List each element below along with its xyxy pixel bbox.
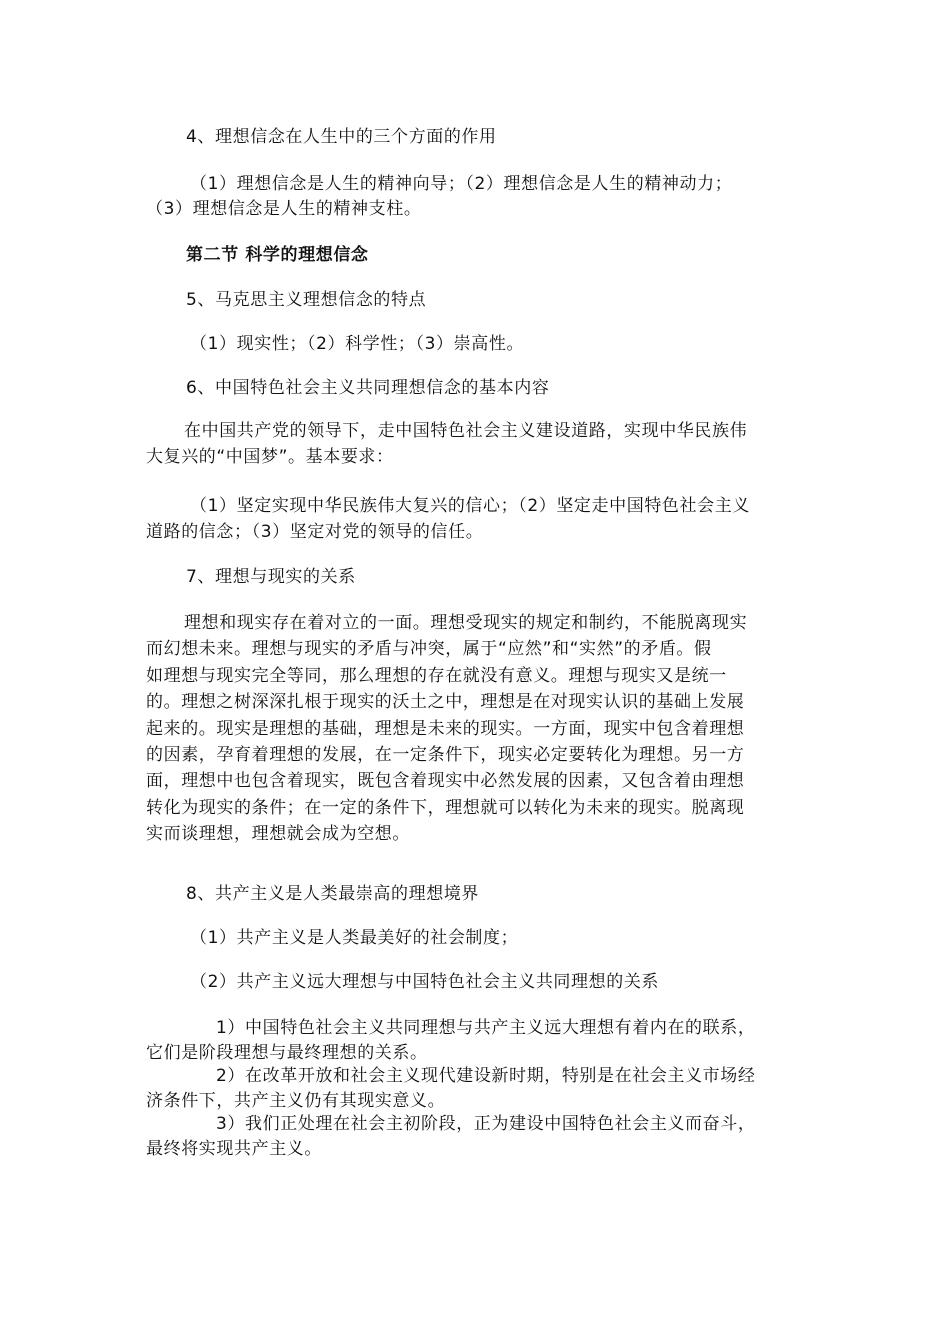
item7-title: 7、理想与现实的关系 bbox=[186, 567, 356, 587]
item6-para1-line: 大复兴的“中国梦”。基本要求： bbox=[146, 447, 394, 468]
item6-para1-line: 在中国共产党的领导下，走中国特色社会主义建设道路，实现中华民族伟 bbox=[184, 421, 748, 441]
item7-body-line: 的。理想之树深深扎根于现实的沃土之中，理想是在对现实认识的基础上发展 bbox=[146, 692, 745, 713]
item8-point-line: 济条件下，共产主义仍有其现实意义。 bbox=[146, 1091, 446, 1111]
item7-body-line: 转化为现实的条件；在一定的条件下，理想就可以转化为未来的现实。脱离现 bbox=[146, 797, 745, 818]
item7-body-line: 而幻想未来。理想与现实的矛盾与冲突，属于“应然”和“实然”的矛盾。假 bbox=[146, 639, 712, 660]
item8-point-line: 3）我们正处理在社会主初阶段，正为建设中国特色社会主义而奋斗， bbox=[216, 1114, 756, 1134]
item8-point-line: 2）在改革开放和社会主义现代建设新时期，特别是在社会主义市场经 bbox=[216, 1066, 756, 1086]
item6-para2-line: 道路的信念；（3）坚定对党的领导的信任。 bbox=[146, 522, 484, 543]
item7-body-line: 实而谈理想，理想就会成为空想。 bbox=[146, 824, 410, 845]
item6-para2 bbox=[146, 493, 806, 546]
item6-para2-line: （1）坚定实现中华民族伟大复兴的信心；（2）坚定走中国特色社会主义 bbox=[190, 496, 750, 516]
item7-body-line: 面，理想中也包含着现实，既包含着现实中必然发展的因素，又包含着由理想 bbox=[146, 771, 745, 792]
item7-body-line: 理想和现实存在着对立的一面。理想受现实的规定和制约，不能脱离现实 bbox=[184, 613, 748, 633]
item6-title: 6、中国特色社会主义共同理想信念的基本内容 bbox=[186, 378, 550, 398]
item8-point-line: 1）中国特色社会主义共同理想与共产主义远大理想有着内在的联系， bbox=[216, 1018, 756, 1038]
item4-title: 4、理想信念在人生中的三个方面的作用 bbox=[186, 127, 497, 147]
item5-title: 5、马克思主义理想信念的特点 bbox=[186, 290, 427, 310]
item6-para1 bbox=[146, 418, 806, 471]
item7-body-line: 如理想与现实完全等同，那么理想的存在就没有意义。理想与现实又是统一 bbox=[146, 665, 727, 686]
item4-body-line: （3）理想信念是人生的精神支柱。 bbox=[146, 199, 422, 219]
item8-sub2: （2）共产主义远大理想与中国特色社会主义共同理想的关系 bbox=[190, 972, 660, 992]
item8-point-line: 最终将实现共产主义。 bbox=[146, 1139, 322, 1159]
item8-sub1: （1）共产主义是人类最美好的社会制度； bbox=[190, 928, 519, 948]
item7-body bbox=[146, 610, 806, 848]
item7-body-line: 的因素，孕育着理想的发展，在一定条件下，现实必定要转化为理想。另一方 bbox=[146, 745, 745, 766]
item8-point-3 bbox=[146, 1112, 806, 1162]
item4-body bbox=[146, 172, 806, 222]
item4-body-line: （1）理想信念是人生的精神向导；（2）理想信念是人生的精神动力； bbox=[190, 174, 733, 194]
section2-title: 第二节 科学的理想信念 bbox=[186, 245, 369, 265]
item8-point-1 bbox=[146, 1016, 806, 1066]
item8-title: 8、共产主义是人类最崇高的理想境界 bbox=[186, 884, 480, 904]
item5-body: （1）现实性；（2）科学性；（3）崇高性。 bbox=[190, 334, 525, 354]
item8-point-2 bbox=[146, 1064, 806, 1114]
item7-body-line: 起来的。现实是理想的基础，理想是未来的现实。一方面，现实中包含着理想 bbox=[146, 718, 745, 739]
item8-point-line: 它们是阶段理想与最终理想的关系。 bbox=[146, 1043, 428, 1063]
